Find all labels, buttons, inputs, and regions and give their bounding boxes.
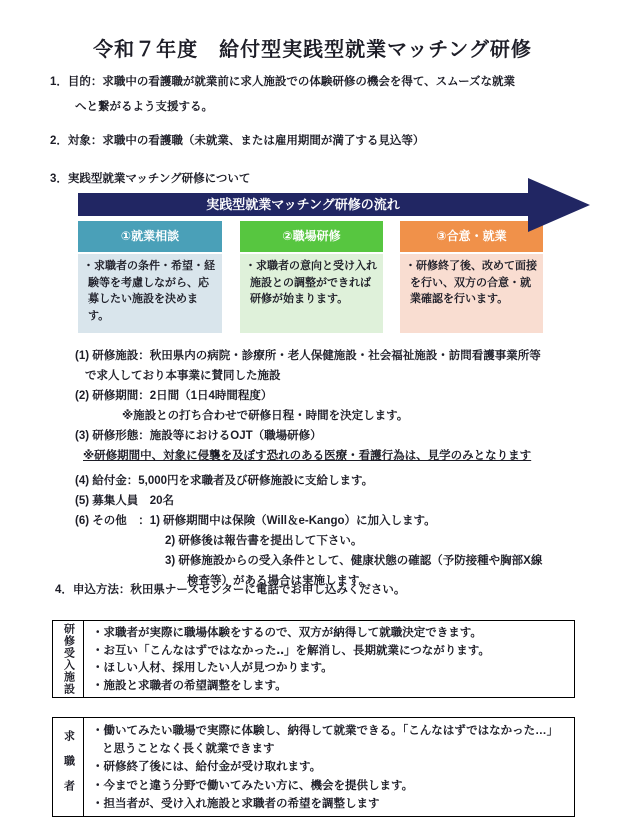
flow-step-3-body: ・研修終了後、改めて面接を行い、双方の合意・就業確認を行います。: [400, 254, 543, 333]
jobseeker-benefits-box: [52, 717, 575, 817]
detail-other-2: 2) 研修後は報告書を提出して下さい。: [165, 535, 363, 547]
facility-bullet-4: ・施設と求職者の希望調整をします。: [92, 679, 287, 692]
flow-step-3-title: ③合意・就業: [400, 221, 543, 252]
detail-facility-cont: で求人しており本事業に賛同した施設: [85, 370, 281, 382]
detail-other-1: (6) その他 ：1) 研修期間中は保険（Will＆e-Kango）に加入します。: [75, 515, 436, 527]
detail-facility: (1) 研修施設：秋田県内の病院・診療所・老人保健施設・社会福祉施設・訪問看護事業所等: [75, 350, 541, 362]
facility-bullet-3: ・ほしい人材、採用したい人が見つかります。: [92, 662, 333, 675]
detail-payment: (4) 給付金：5,000円を求職者及び研修施設に支給します。: [75, 475, 374, 487]
jobseeker-box-label: 求職者: [62, 729, 75, 805]
jobseeker-bullet-2: ・研修終了後には、給付金が受け取れます。: [92, 761, 322, 774]
flow-step-2-title: ②職場研修: [240, 221, 383, 252]
flow-step-2-body: ・求職者の意向と受け入れ施設との調整ができれば研修が始まります。: [240, 254, 383, 333]
facility-benefits-box: [52, 620, 575, 698]
facility-bullet-2: ・お互い「こんなはずではなかった‥」を解消し、長期就業につながります。: [92, 644, 490, 657]
jobseeker-bullet-1: ・働いてみたい職場で実際に体験し、納得して就業できる。「こんなはずではなかった…」: [92, 724, 559, 737]
detail-other-3: 3) 研修施設からの受入条件として、健康状態の確認（予防接種や胸部X線: [165, 555, 543, 567]
flow-step-3: [400, 221, 543, 333]
jobseeker-box-content: [84, 718, 574, 816]
page-title: 令和７年度 給付型実践型就業マッチング研修: [93, 39, 532, 61]
detail-other-3-cont: 検査等）がある場合は実施します。: [187, 575, 371, 587]
facility-bullet-1: ・求職者が実際に職場体験をするので、双方が納得して就職決定できます。: [92, 627, 482, 640]
item-purpose-line2: へと繋がるよう支援する。: [75, 101, 213, 113]
flow-arrowhead-icon: [528, 178, 590, 232]
jobseeker-bullet-3: ・今までと違う分野で働いてみたい方に、機会を提供します。: [92, 779, 414, 792]
item-purpose-line1: 1．目的：求職中の看護職が就業前に求人施設での体験研修の機会を得て、スムーズな就業: [50, 76, 516, 88]
item-target: 2．対象：求職中の看護職（未就業、または雇用期間が満了する見込等）: [50, 135, 425, 147]
flow-step-2: [240, 221, 383, 333]
facility-box-content: [84, 621, 574, 697]
facility-box-label: 研修受入施設: [62, 623, 75, 695]
details-list: [75, 347, 542, 592]
facility-box-label-cell: [53, 621, 84, 697]
item-about-heading: 3．実践型就業マッチング研修について: [50, 173, 251, 185]
detail-capacity: (5) 募集人員 20名: [75, 495, 175, 507]
flow-step-1: [78, 221, 222, 333]
flow-banner: 実践型就業マッチング研修の流れ: [78, 193, 528, 216]
item-apply-method: 4．申込方法：秋田県ナースセンターに電話でお申し込みください。: [55, 584, 406, 596]
detail-period: (2) 研修期間：2日間（1日4時間程度）: [75, 390, 273, 402]
flow-step-1-title: ①就業相談: [78, 221, 222, 252]
jobseeker-bullet-1-cont: と思うことなく長く就業できます: [102, 743, 275, 756]
detail-period-note: ※施設との打ち合わせで研修日程・時間を決定します。: [122, 410, 409, 422]
flow-step-1-body: ・求職者の条件・希望・経験等を考慮しながら、応募したい施設を決めます。: [78, 254, 222, 333]
jobseeker-box-label-cell: [53, 718, 84, 816]
detail-format: (3) 研修形態：施設等におけるOJT（職場研修）: [75, 430, 322, 442]
detail-format-note: ※研修期間中、対象に侵襲を及ぼす恐れのある医療・看護行為は、見学のみとなります: [83, 450, 532, 462]
jobseeker-bullet-4: ・担当者が、受け入れ施設と求職者の希望を調整します: [92, 798, 380, 811]
